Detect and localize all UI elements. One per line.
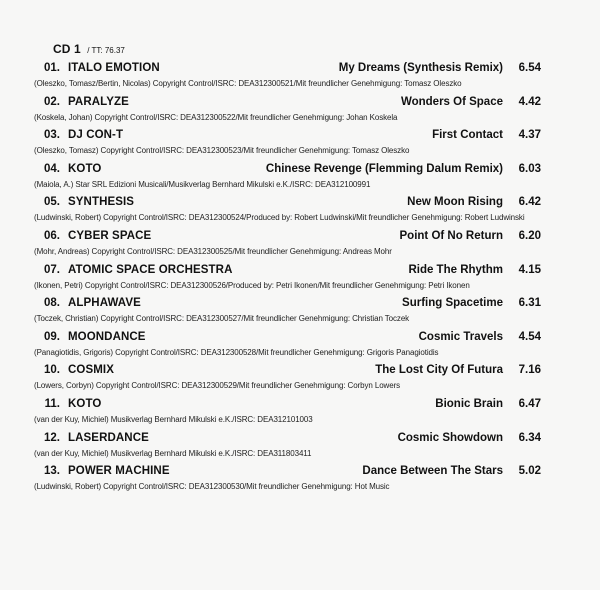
track-credit: (van der Kuy, Michiel) Musikverlag Bernhard Mikulski e.K./ISRC: DEA312101003	[34, 415, 313, 424]
track-credit: (Panagiotidis, Grigoris) Copyright Control/ISRC: DEA312300528/Mit freundlicher Genehmigung: Grigoris Panagiotidis	[34, 347, 439, 357]
track-title: My Dreams (Synthesis Remix)	[338, 62, 503, 74]
track-credit: (Oleszko, Tomasz/Bertin, Nicolas) Copyright Control/ISRC: DEA312300521/Mit freundlicher Genehmigung: Tomasz Oleszko	[34, 79, 462, 88]
disc-label: CD 1	[53, 42, 81, 56]
track-artist: ATOMIC SPACE ORCHESTRA	[68, 263, 233, 276]
track-title: Bionic Brain	[435, 398, 503, 410]
track-credit: (Oleszko, Tomasz) Copyright Control/ISRC: DEA312300523/Mit freundlicher Genehmigung: Tomasz Oleszko	[34, 146, 410, 156]
track-main-line	[34, 364, 541, 379]
track-credit: (van der Kuy, Michiel) Musikverlag Bernhard Mikulski e.K./ISRC: DEA311803411	[34, 448, 312, 458]
track-number: 08.	[44, 297, 60, 310]
track-row	[34, 129, 541, 161]
track-row	[34, 398, 541, 430]
track-number: 03.	[44, 129, 60, 142]
track-main-line	[34, 465, 541, 480]
track-row	[34, 465, 541, 497]
track-duration: 6.42	[518, 196, 541, 209]
track-duration: 4.42	[518, 95, 541, 108]
track-number: 12.	[44, 431, 60, 444]
track-main-line	[34, 196, 541, 211]
track-duration: 4.15	[518, 263, 541, 276]
track-duration: 6.03	[518, 162, 541, 175]
disc-header	[53, 40, 125, 58]
track-title: Ride The Rhythm	[408, 263, 503, 276]
track-duration: 6.47	[518, 398, 541, 410]
track-duration: 7.16	[518, 364, 541, 377]
track-title: Wonders Of Space	[400, 95, 503, 108]
track-number: 04.	[44, 162, 60, 175]
track-number: 07.	[44, 263, 60, 276]
track-number: 06.	[44, 230, 60, 242]
track-number: 05.	[44, 196, 60, 209]
track-main-line	[34, 331, 541, 346]
track-number: 01.	[44, 62, 60, 74]
track-artist: SYNTHESIS	[68, 196, 135, 209]
track-artist: COSMIX	[68, 364, 114, 377]
track-duration: 4.37	[518, 129, 541, 142]
track-duration: 5.02	[518, 465, 541, 478]
track-row	[34, 196, 541, 228]
track-main-line	[34, 163, 541, 178]
track-row	[34, 230, 541, 262]
track-row	[34, 62, 541, 94]
track-artist: ITALO EMOTION	[68, 62, 160, 74]
track-main-line	[34, 62, 541, 77]
track-main-line	[34, 398, 541, 413]
track-credit: (Mohr, Andreas) Copyright Control/ISRC: DEA312300525/Mit freundlicher Genehmigung: Andreas Mohr	[34, 247, 392, 256]
track-row	[34, 331, 541, 363]
track-credit: (Ludwinski, Robert) Copyright Control/ISRC: DEA312300524/Produced by: Robert Ludwinski/Mit freundlicher Genehmigung: Robert Ludwinski	[34, 213, 525, 223]
track-title: First Contact	[432, 129, 503, 142]
track-row	[34, 364, 541, 396]
track-title: Cosmic Showdown	[397, 431, 503, 444]
track-artist: ALPHAWAVE	[68, 297, 141, 310]
track-row	[34, 297, 541, 329]
track-title: New Moon Rising	[407, 196, 503, 209]
track-duration: 6.34	[518, 431, 541, 444]
track-artist: POWER MACHINE	[68, 465, 170, 478]
track-title: Dance Between The Stars	[362, 465, 503, 478]
track-title: Cosmic Travels	[418, 330, 503, 343]
track-duration: 4.54	[518, 330, 541, 343]
track-main-line	[34, 297, 541, 312]
track-duration: 6.31	[518, 297, 541, 310]
track-artist: PARALYZE	[68, 95, 129, 108]
track-credit: (Ludwinski, Robert) Copyright Control/ISRC: DEA312300530/Mit freundlicher Genehmigung: Hot Music	[34, 482, 390, 492]
track-artist: KOTO	[68, 398, 102, 410]
track-row	[34, 96, 541, 128]
track-row	[34, 264, 541, 296]
track-credit: (Ikonen, Petri) Copyright Control/ISRC: DEA312300526/Produced by: Petri Ikonen/Mit freundlicher Genehmigung: Petri Ikonen	[34, 280, 470, 290]
track-main-line	[34, 96, 541, 111]
track-number: 11.	[44, 398, 60, 410]
track-number: 10.	[44, 364, 60, 377]
track-row	[34, 163, 541, 195]
track-artist: DJ CON-T	[68, 129, 124, 142]
track-main-line	[34, 432, 541, 447]
track-main-line	[34, 264, 541, 279]
track-artist: KOTO	[68, 162, 102, 175]
track-title: Surfing Spacetime	[402, 297, 503, 310]
track-number: 09.	[44, 330, 60, 343]
track-credit: (Lowers, Corbyn) Copyright Control/ISRC: DEA312300529/Mit freundlicher Genehmigung: Corbyn Lowers	[34, 381, 401, 391]
track-number: 02.	[44, 95, 60, 108]
track-number: 13.	[44, 465, 60, 478]
track-credit: (Koskela, Johan) Copyright Control/ISRC: DEA312300522/Mit freundlicher Genehmigung: Johan Koskela	[34, 112, 398, 122]
track-main-line	[34, 230, 541, 245]
track-duration: 6.20	[518, 230, 541, 242]
track-credit: (Maiola, A.) Star SRL Edizioni Musicali/Musikverlag Bernhard Mikulski e.K./ISRC: DEA312100991	[34, 179, 371, 189]
track-title: Point Of No Return	[399, 230, 503, 242]
track-title: Chinese Revenge (Flemming Dalum Remix)	[265, 162, 503, 175]
track-artist: MOONDANCE	[68, 330, 146, 343]
total-time: / TT: 76.37	[87, 46, 125, 55]
track-title: The Lost City Of Futura	[375, 364, 503, 377]
track-artist: LASERDANCE	[68, 431, 149, 444]
track-credit: (Toczek, Christian) Copyright Control/ISRC: DEA312300527/Mit freundlicher Genehmigung: Christian Toczek	[34, 314, 410, 324]
track-main-line	[34, 129, 541, 144]
track-row	[34, 432, 541, 464]
track-artist: CYBER SPACE	[68, 230, 152, 242]
track-duration: 6.54	[518, 62, 541, 74]
